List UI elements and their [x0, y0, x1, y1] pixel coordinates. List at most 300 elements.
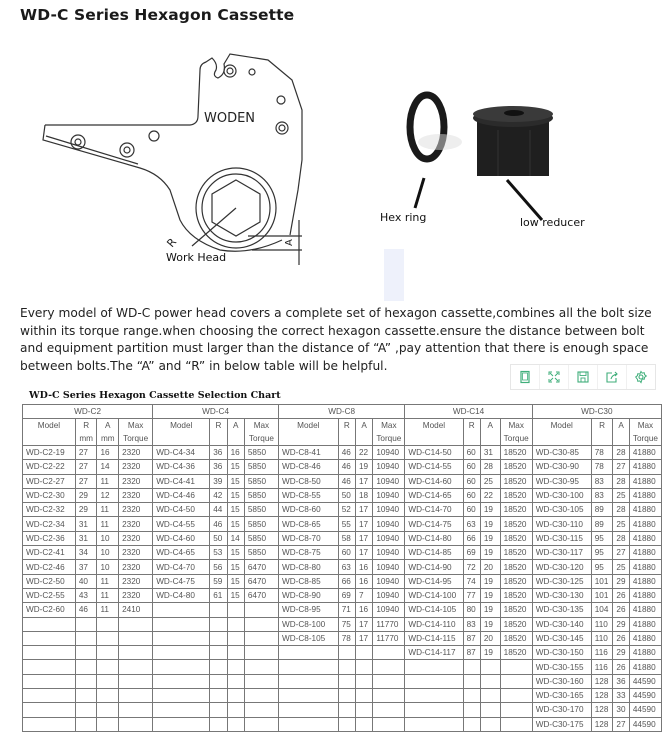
- cell-r: [338, 646, 355, 660]
- cell-a: 10: [97, 546, 119, 560]
- cell-r: 27: [75, 474, 97, 488]
- cell-max-torque: 41880: [629, 646, 661, 660]
- cell-max-torque: 5850: [244, 488, 278, 502]
- cell-model: WD-C14-105: [405, 603, 463, 617]
- cell-model: WD-C2-36: [23, 531, 76, 545]
- cell-model: WD-C4-80: [153, 588, 210, 602]
- cell-model: WD-C14-90: [405, 560, 463, 574]
- column-header-max-torque: Max Torque: [244, 419, 278, 446]
- cell-r: [75, 631, 97, 645]
- cell-r: [210, 660, 227, 674]
- cell-model: WD-C14-60: [405, 474, 463, 488]
- cell-a: 17: [356, 474, 373, 488]
- cell-model: WD-C30-110: [532, 517, 591, 531]
- hex-ring-label: Hex ring: [380, 211, 427, 224]
- cell-model: [23, 631, 76, 645]
- table-row: [23, 531, 662, 545]
- column-header-a: A: [613, 419, 629, 446]
- cell-model: WD-C14-75: [405, 517, 463, 531]
- selection-chart-table: [22, 404, 662, 732]
- cell-r: 78: [591, 460, 613, 474]
- cell-a: [97, 617, 119, 631]
- cell-r: [463, 703, 480, 717]
- cell-r: 60: [463, 503, 480, 517]
- cell-model: [405, 660, 463, 674]
- cell-a: [356, 646, 373, 660]
- cell-a: [227, 660, 244, 674]
- cell-r: 63: [338, 560, 355, 574]
- cell-a: 17: [356, 546, 373, 560]
- cell-max-torque: 10940: [373, 446, 405, 460]
- work-head-diagram: [20, 40, 340, 270]
- cell-r: 110: [591, 617, 613, 631]
- cell-max-torque: 2320: [119, 531, 153, 545]
- column-header-model: Model: [23, 419, 76, 446]
- cell-model: WD-C30-100: [532, 488, 591, 502]
- cell-r: 55: [338, 517, 355, 531]
- cell-max-torque: [119, 646, 153, 660]
- cell-model: [278, 646, 338, 660]
- cell-r: 72: [463, 560, 480, 574]
- cell-model: WD-C30-117: [532, 546, 591, 560]
- cell-model: [153, 646, 210, 660]
- cell-a: 16: [227, 446, 244, 460]
- cell-model: WD-C2-41: [23, 546, 76, 560]
- cell-max-torque: 10940: [373, 560, 405, 574]
- cell-model: WD-C4-55: [153, 517, 210, 531]
- cell-model: [23, 689, 76, 703]
- cell-a: 28: [613, 474, 629, 488]
- table-row: [23, 617, 662, 631]
- cell-max-torque: [244, 660, 278, 674]
- cell-model: WD-C4-60: [153, 531, 210, 545]
- cell-model: WD-C2-32: [23, 503, 76, 517]
- cell-model: [23, 660, 76, 674]
- cell-model: WD-C30-170: [532, 703, 591, 717]
- cell-max-torque: 10940: [373, 488, 405, 502]
- cell-max-torque: 5850: [244, 503, 278, 517]
- cell-max-torque: 18520: [500, 546, 532, 560]
- cell-a: [227, 631, 244, 645]
- offset-label: A: [284, 239, 295, 246]
- cell-model: WD-C14-115: [405, 631, 463, 645]
- cell-r: 89: [591, 503, 613, 517]
- cell-r: 53: [210, 546, 227, 560]
- cell-max-torque: 11770: [373, 631, 405, 645]
- cell-model: [405, 703, 463, 717]
- cell-max-torque: [500, 660, 532, 674]
- cell-r: 87: [463, 631, 480, 645]
- cell-a: 15: [227, 460, 244, 474]
- fullscreen-icon: [547, 370, 561, 384]
- cell-r: 27: [75, 446, 97, 460]
- cell-a: [480, 674, 500, 688]
- cell-model: [23, 617, 76, 631]
- cell-max-torque: 41880: [629, 560, 661, 574]
- cell-r: 78: [338, 631, 355, 645]
- cell-model: WD-C4-50: [153, 503, 210, 517]
- group-header: WD-C30: [532, 405, 661, 419]
- cell-r: 95: [591, 560, 613, 574]
- cell-model: WD-C2-50: [23, 574, 76, 588]
- cell-a: 27: [613, 546, 629, 560]
- cell-a: 15: [227, 546, 244, 560]
- cell-a: 18: [356, 488, 373, 502]
- cell-max-torque: 41880: [629, 503, 661, 517]
- settings-icon: [634, 370, 648, 384]
- cell-model: WD-C4-70: [153, 560, 210, 574]
- cell-max-torque: 5850: [244, 531, 278, 545]
- cell-a: 14: [227, 531, 244, 545]
- cell-a: [97, 717, 119, 731]
- column-header-a: A mm: [97, 419, 119, 446]
- cell-r: 29: [75, 488, 97, 502]
- column-header-a: A: [227, 419, 244, 446]
- table-row: [23, 646, 662, 660]
- cell-model: WD-C30-135: [532, 603, 591, 617]
- cell-a: [480, 703, 500, 717]
- cell-max-torque: [244, 689, 278, 703]
- cell-a: 29: [613, 574, 629, 588]
- cell-max-torque: 5850: [244, 446, 278, 460]
- cell-max-torque: 18520: [500, 503, 532, 517]
- table-toolbar: [510, 364, 656, 390]
- cell-r: [75, 717, 97, 731]
- cell-a: 17: [356, 531, 373, 545]
- cell-r: 77: [463, 588, 480, 602]
- brand-label: WODEN: [204, 111, 256, 126]
- cell-max-torque: 2410: [119, 603, 153, 617]
- cell-r: [210, 717, 227, 731]
- table-row: [23, 546, 662, 560]
- cell-max-torque: 18520: [500, 488, 532, 502]
- cell-model: WD-C30-85: [532, 446, 591, 460]
- cell-r: [75, 646, 97, 660]
- table-row: [23, 588, 662, 602]
- cell-a: 14: [97, 460, 119, 474]
- cell-max-torque: [373, 717, 405, 731]
- cell-max-torque: [500, 689, 532, 703]
- cell-max-torque: [119, 717, 153, 731]
- cell-a: 16: [356, 574, 373, 588]
- cell-r: [210, 703, 227, 717]
- cell-model: WD-C14-95: [405, 574, 463, 588]
- cell-max-torque: 6470: [244, 588, 278, 602]
- cell-model: WD-C8-60: [278, 503, 338, 517]
- work-head-caption: Work Head: [166, 251, 227, 264]
- cell-r: 71: [338, 603, 355, 617]
- cell-a: 25: [480, 474, 500, 488]
- cell-max-torque: 41880: [629, 603, 661, 617]
- cell-r: 60: [463, 474, 480, 488]
- cell-r: 56: [210, 560, 227, 574]
- cell-r: 83: [591, 488, 613, 502]
- cell-model: [23, 703, 76, 717]
- cell-max-torque: [500, 674, 532, 688]
- cell-r: 128: [591, 703, 613, 717]
- cell-r: [463, 717, 480, 731]
- cell-max-torque: 5850: [244, 517, 278, 531]
- cell-model: WD-C2-27: [23, 474, 76, 488]
- cell-r: 128: [591, 689, 613, 703]
- group-header: WD-C8: [278, 405, 404, 419]
- cell-a: [356, 703, 373, 717]
- cell-a: 26: [613, 660, 629, 674]
- table-row: [23, 560, 662, 574]
- cell-max-torque: [244, 617, 278, 631]
- cell-r: 29: [75, 503, 97, 517]
- cell-model: WD-C14-65: [405, 488, 463, 502]
- cell-r: 128: [591, 717, 613, 731]
- table-row: [23, 674, 662, 688]
- cell-a: 15: [227, 503, 244, 517]
- cell-model: WD-C30-120: [532, 560, 591, 574]
- cell-a: 26: [613, 631, 629, 645]
- cell-max-torque: 18520: [500, 646, 532, 660]
- share-icon: [605, 370, 619, 384]
- cell-a: 19: [356, 460, 373, 474]
- cell-max-torque: [244, 703, 278, 717]
- cell-model: WD-C30-95: [532, 474, 591, 488]
- cell-max-torque: 10940: [373, 474, 405, 488]
- settings-button[interactable]: [627, 365, 655, 389]
- cell-r: 27: [75, 460, 97, 474]
- cell-max-torque: [119, 631, 153, 645]
- cell-r: 66: [338, 574, 355, 588]
- tablet-view-button[interactable]: [511, 365, 540, 389]
- cell-max-torque: 41880: [629, 546, 661, 560]
- cell-r: 104: [591, 603, 613, 617]
- cell-r: [210, 689, 227, 703]
- cell-max-torque: 44590: [629, 717, 661, 731]
- cell-a: [97, 646, 119, 660]
- cell-model: WD-C30-105: [532, 503, 591, 517]
- cell-max-torque: 41880: [629, 517, 661, 531]
- cell-max-torque: 10940: [373, 517, 405, 531]
- cell-r: 37: [75, 560, 97, 574]
- cell-model: WD-C2-30: [23, 488, 76, 502]
- save-button[interactable]: [569, 365, 598, 389]
- column-header-r: R: [591, 419, 613, 446]
- cell-r: 46: [338, 446, 355, 460]
- column-header-r: R: [463, 419, 480, 446]
- cell-model: WD-C30-125: [532, 574, 591, 588]
- cell-r: 52: [338, 503, 355, 517]
- cell-r: [210, 631, 227, 645]
- cell-model: WD-C2-46: [23, 560, 76, 574]
- column-header-max-torque: Max Torque: [119, 419, 153, 446]
- cell-model: WD-C14-110: [405, 617, 463, 631]
- cell-a: 11: [97, 588, 119, 602]
- cell-max-torque: [244, 717, 278, 731]
- cell-model: WD-C8-65: [278, 517, 338, 531]
- cell-r: 50: [338, 488, 355, 502]
- cell-r: 43: [75, 588, 97, 602]
- cell-max-torque: 18520: [500, 474, 532, 488]
- fullscreen-button[interactable]: [540, 365, 569, 389]
- cell-max-torque: 41880: [629, 574, 661, 588]
- cell-max-torque: 41880: [629, 488, 661, 502]
- column-header-model: Model: [405, 419, 463, 446]
- cell-model: WD-C2-19: [23, 446, 76, 460]
- cell-max-torque: 10940: [373, 503, 405, 517]
- cell-max-torque: 2320: [119, 546, 153, 560]
- cell-max-torque: 10940: [373, 531, 405, 545]
- cell-max-torque: 18520: [500, 631, 532, 645]
- cell-r: [75, 674, 97, 688]
- cell-r: [463, 689, 480, 703]
- cell-a: [480, 717, 500, 731]
- selection-chart-title: WD-C Series Hexagon Cassette Selection Chart: [29, 390, 281, 401]
- cell-r: 63: [463, 517, 480, 531]
- cell-max-torque: 5850: [244, 474, 278, 488]
- cell-a: 11: [97, 574, 119, 588]
- cell-model: [153, 717, 210, 731]
- cell-model: [278, 689, 338, 703]
- table-row: [23, 703, 662, 717]
- cell-a: 29: [613, 617, 629, 631]
- column-header-r: R: [338, 419, 355, 446]
- column-header-a: A: [480, 419, 500, 446]
- cell-r: [463, 660, 480, 674]
- cell-max-torque: 41880: [629, 474, 661, 488]
- cell-a: [227, 617, 244, 631]
- cell-r: 89: [591, 517, 613, 531]
- cell-a: 11: [97, 603, 119, 617]
- cell-r: 34: [75, 546, 97, 560]
- cell-a: 25: [613, 488, 629, 502]
- cell-a: 12: [97, 488, 119, 502]
- group-header: WD-C4: [153, 405, 279, 419]
- cell-a: 22: [356, 446, 373, 460]
- cell-max-torque: 44590: [629, 703, 661, 717]
- cell-model: WD-C4-34: [153, 446, 210, 460]
- cell-max-torque: 41880: [629, 660, 661, 674]
- cell-model: WD-C14-117: [405, 646, 463, 660]
- cell-model: [153, 703, 210, 717]
- cell-max-torque: 41880: [629, 531, 661, 545]
- cell-max-torque: [244, 646, 278, 660]
- cell-a: 33: [613, 689, 629, 703]
- cell-r: [75, 689, 97, 703]
- cell-a: [227, 646, 244, 660]
- cell-model: WD-C30-115: [532, 531, 591, 545]
- cell-r: 69: [463, 546, 480, 560]
- cell-model: WD-C4-75: [153, 574, 210, 588]
- cell-a: 11: [97, 474, 119, 488]
- group-header-row: [23, 405, 662, 419]
- table-row: [23, 446, 662, 460]
- group-header: WD-C2: [23, 405, 153, 419]
- column-header-model: Model: [278, 419, 338, 446]
- cell-model: WD-C14-85: [405, 546, 463, 560]
- cell-max-torque: [119, 689, 153, 703]
- cell-max-torque: [373, 703, 405, 717]
- cell-r: 39: [210, 474, 227, 488]
- cell-r: 44: [210, 503, 227, 517]
- share-button[interactable]: [598, 365, 627, 389]
- cell-model: WD-C8-95: [278, 603, 338, 617]
- cell-max-torque: 18520: [500, 617, 532, 631]
- cell-model: WD-C8-55: [278, 488, 338, 502]
- cell-max-torque: 10940: [373, 588, 405, 602]
- cell-max-torque: 2320: [119, 574, 153, 588]
- table-row: [23, 631, 662, 645]
- cell-max-torque: 2320: [119, 588, 153, 602]
- column-header-row: [23, 419, 662, 446]
- image-placeholder: [384, 249, 404, 301]
- cell-r: [338, 660, 355, 674]
- cell-max-torque: [244, 603, 278, 617]
- cell-r: 40: [75, 574, 97, 588]
- cell-a: 27: [613, 460, 629, 474]
- cell-a: [480, 660, 500, 674]
- cell-max-torque: [119, 617, 153, 631]
- cell-model: WD-C8-50: [278, 474, 338, 488]
- cell-r: 61: [210, 588, 227, 602]
- cell-a: 36: [613, 674, 629, 688]
- cell-a: 17: [356, 617, 373, 631]
- cell-max-torque: [119, 660, 153, 674]
- cell-a: 11: [97, 517, 119, 531]
- cell-a: [227, 703, 244, 717]
- cell-max-torque: 44590: [629, 674, 661, 688]
- cell-model: WD-C14-50: [405, 446, 463, 460]
- cell-max-torque: [373, 660, 405, 674]
- cell-a: 19: [480, 588, 500, 602]
- cell-max-torque: 6470: [244, 574, 278, 588]
- cell-model: WD-C30-140: [532, 617, 591, 631]
- cell-r: [210, 617, 227, 631]
- cell-model: WD-C8-100: [278, 617, 338, 631]
- table-row: [23, 717, 662, 731]
- cell-a: 15: [227, 517, 244, 531]
- column-header-r: R mm: [75, 419, 97, 446]
- cell-a: 19: [480, 574, 500, 588]
- column-header-max-torque: Max Torque: [373, 419, 405, 446]
- cell-r: 60: [463, 460, 480, 474]
- cell-a: 11: [97, 503, 119, 517]
- page-title: WD-C Series Hexagon Cassette: [20, 6, 295, 24]
- cell-model: WD-C30-155: [532, 660, 591, 674]
- table-row: [23, 574, 662, 588]
- cell-a: [227, 717, 244, 731]
- cell-model: [153, 603, 210, 617]
- cell-a: 28: [613, 446, 629, 460]
- cell-model: WD-C8-105: [278, 631, 338, 645]
- cell-model: [278, 674, 338, 688]
- cell-max-torque: [244, 631, 278, 645]
- cell-a: 7: [356, 588, 373, 602]
- work-head-drawing: [20, 40, 340, 270]
- cell-a: 31: [480, 446, 500, 460]
- cell-r: 46: [338, 460, 355, 474]
- cell-r: [75, 660, 97, 674]
- cell-max-torque: 44590: [629, 689, 661, 703]
- cell-max-torque: [373, 674, 405, 688]
- cell-max-torque: 41880: [629, 446, 661, 460]
- cell-max-torque: 41880: [629, 617, 661, 631]
- cell-a: [480, 689, 500, 703]
- cell-model: WD-C14-70: [405, 503, 463, 517]
- cell-r: 101: [591, 588, 613, 602]
- cell-r: 75: [338, 617, 355, 631]
- cell-model: WD-C30-90: [532, 460, 591, 474]
- cell-a: 19: [480, 617, 500, 631]
- cell-model: WD-C8-70: [278, 531, 338, 545]
- cell-model: WD-C8-41: [278, 446, 338, 460]
- cell-model: [405, 674, 463, 688]
